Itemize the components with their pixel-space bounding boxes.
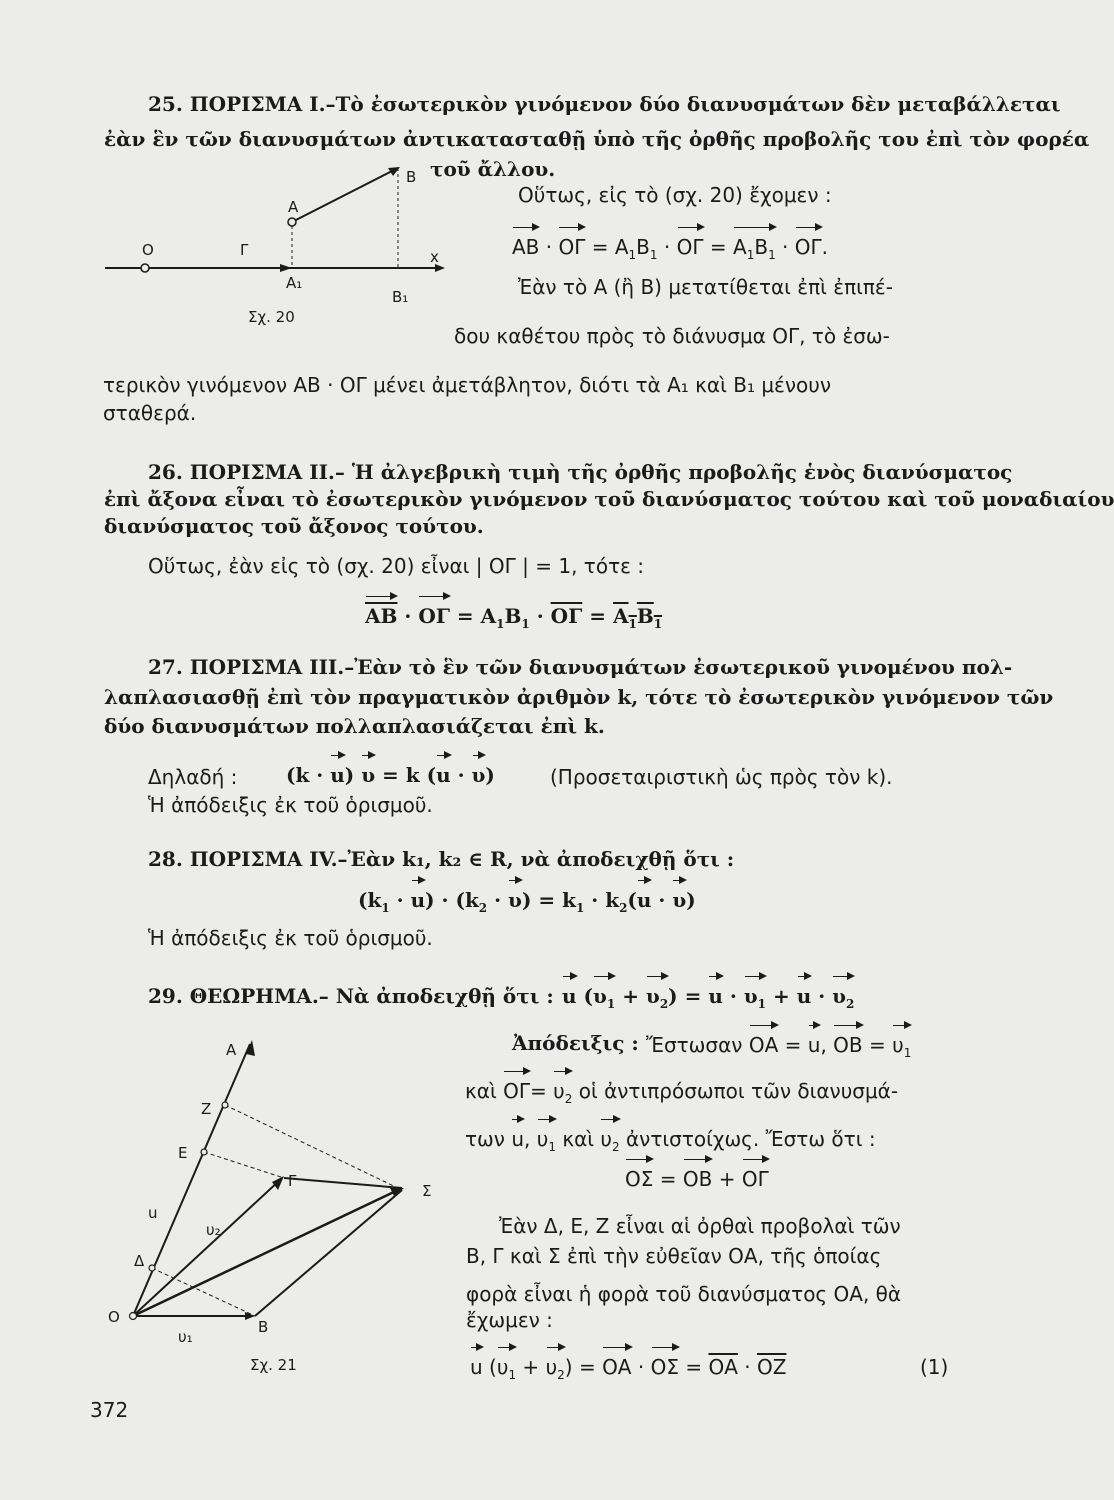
label-gamma: Γ <box>288 1172 297 1190</box>
label-e: E <box>178 1144 188 1162</box>
sec27-line3: δύο διανυσμάτων πολλαπλασιάζεται ἐπὶ k. <box>104 714 605 738</box>
projection-g <box>204 1152 284 1178</box>
label-gamma: Γ <box>240 241 249 259</box>
sec26-line4: Οὕτως, ἐὰν εἰς τὸ (σχ. 20) εἶναι | ΟΓ | = 1, τότε : <box>148 554 645 578</box>
sec25-text4: δου καθέτου πρὸς τὸ διάνυσμα ΟΓ, τὸ ἐσω- <box>454 324 890 348</box>
sec26-line2: ἐπὶ ἄξονα εἶναι τὸ ἐσωτερικὸν γινόμενον τοῦ διανύσματος τούτου καὶ τοῦ μοναδιαίου <box>104 487 1114 511</box>
label-z: Z <box>201 1100 212 1118</box>
sec29-p8: ἔχωμεν : <box>466 1308 553 1332</box>
sec29-p5: Ἐὰν Δ, Ε, Ζ εἶναι αἱ ὀρθαὶ προβολαὶ τῶν <box>499 1214 901 1238</box>
sec25-text6: σταθερά. <box>103 401 197 425</box>
label-u: u <box>148 1204 158 1222</box>
point-d <box>149 1265 155 1271</box>
vector-ab-line <box>292 168 398 222</box>
label-sigma: Σ <box>422 1182 432 1200</box>
vector-og-arrow <box>272 1176 284 1190</box>
page-number: 372 <box>90 1398 129 1422</box>
sec26-equation: $\overline{AB} \cdot O\Gamma = A_1B_1 \cdot \overline{O\Gamma} = A_1B_1$ <box>365 604 663 631</box>
sec29-p3b: καὶ <box>562 1127 595 1151</box>
caption-fig21: Σχ. 21 <box>250 1356 297 1374</box>
label-a: A <box>288 198 299 216</box>
sec25-line1: 25. ΠΟΡΙΣΜΑ Ι.–Τὸ ἐσωτερικὸν γινόμενον δύο διανυσμάτων δὲν μεταβάλλεται <box>148 92 1061 116</box>
label-b: B <box>406 168 417 186</box>
sec25-text1: Οὕτως, εἰς τὸ (σχ. 20) ἔχομεν : <box>518 183 832 207</box>
caption-fig20: Σχ. 20 <box>248 308 295 326</box>
label-u1: υ₁ <box>178 1328 193 1346</box>
point-a <box>288 218 296 226</box>
sec29-p1-text: Ἔστωσαν <box>646 1033 743 1057</box>
label-x: x <box>430 248 439 266</box>
vector-os-line <box>133 1190 398 1316</box>
label-u2: υ₂ <box>206 1221 221 1239</box>
segment-bs <box>255 1190 402 1316</box>
label-a1: A₁ <box>286 274 303 292</box>
sec29-eqnum: (1) <box>920 1355 949 1379</box>
sec27-proof: Ἡ ἀπόδειξις ἐκ τοῦ ὁρισμοῦ. <box>148 793 433 817</box>
sec27-dilady: Δηλαδή : <box>148 765 238 789</box>
sec29-p6: Β, Γ καὶ Σ ἐπὶ τὴν εὐθεῖαν ΟΑ, τῆς ὁποίας <box>466 1244 882 1268</box>
sec26-line3: διανύσματος τοῦ ἄξονος τούτου. <box>104 514 484 538</box>
label-b: B <box>258 1318 269 1336</box>
sec29-p4: ΟΣ = ΟΒ + ΟΓ <box>625 1167 769 1191</box>
sec29-proof-label: Ἀπόδειξις : <box>512 1031 639 1055</box>
sec29-equation-1: u $(\upsilon_1 + \upsilon_2) = OA \cdot O\Sigma = \overline{OA} \cdot \overline{OZ}$ <box>470 1354 786 1388</box>
projection-b <box>152 1268 255 1316</box>
label-o: O <box>142 241 154 259</box>
sec29-p3a: των <box>465 1127 505 1151</box>
sec29-p3: των u, $\upsilon_1$ καὶ $\upsilon_2$ ἀντιστοίχως. Ἔστω ὅτι : <box>465 1126 876 1160</box>
figure-21 <box>100 1030 460 1380</box>
sec29-p1: Ἔστωσαν ΟΑ = u, $OB = \upsilon_1$ <box>646 1032 911 1066</box>
sec26-line1: 26. ΠΟΡΙΣΜΑ ΙΙ.– Ἡ ἀλγεβρικὴ τιμὴ τῆς ὀρθῆς προβολῆς ἑνὸς διανύσματος <box>148 460 1013 484</box>
sec25-text5: τερικὸν γινόμενον ΑΒ · ΟΓ μένει ἀμετάβλητον, διότι τὰ Α₁ καὶ Β₁ μένουν <box>103 373 832 397</box>
sec29-p7: φορὰ εἶναι ἡ φορὰ τοῦ διανύσματος ΟΑ, θὰ <box>466 1282 902 1306</box>
sec29-p2b: οἱ ἀντιπρόσωποι τῶν διανυσμά- <box>578 1079 899 1103</box>
label-b1: B₁ <box>392 288 409 306</box>
sec25-line3: τοῦ ἄλλου. <box>430 157 556 181</box>
sec25-line2: ἐὰν ἓν τῶν διανυσμάτων ἀντικατασταθῇ ὑπὸ τῆς ὀρθῆς προβολῆς του ἐπὶ τὸν φορέα <box>104 127 1090 151</box>
sec28-equation: $(k_1 \cdot u) \cdot (k_2 \cdot \upsilon) = k_1 \cdot k_2(u \cdot \upsilon)$ <box>358 888 696 915</box>
sec29-p2a: καὶ <box>465 1079 497 1103</box>
point-z <box>222 1102 228 1108</box>
projection-s <box>225 1105 402 1190</box>
sec29-line1: 29. ΘΕΩΡΗΜΑ.– Νὰ ἀποδειχθῇ ὅτι : <box>148 984 554 1008</box>
label-delta: Δ <box>134 1252 145 1270</box>
sec27-prop: (Προσεταιριστικὴ ὡς πρὸς τὸν k). <box>550 765 893 789</box>
sec25-equation: AB · $O\Gamma = A_1B_1 \cdot O\Gamma = A_1B_1 \cdot O\Gamma$. <box>512 234 828 268</box>
point-o <box>141 264 149 272</box>
sec29-p2: καὶ $O\Gamma= \upsilon_2$ οἱ ἀντιπρόσωποι τῶν διανυσμά- <box>465 1078 898 1112</box>
vector-oa-line <box>133 1044 250 1316</box>
vector-og-line <box>133 1180 280 1316</box>
sec27-equation: (k · u) υ = k (u · υ) <box>286 763 495 787</box>
sec25-text3: Ἐὰν τὸ Α (ἢ Β) μετατίθεται ἐπὶ ἐπιπέ- <box>518 275 893 299</box>
sec27-line2: λαπλασιασθῇ ἐπὶ τὸν πραγματικὸν ἀριθμὸν k, τότε τὸ ἐσωτερικὸν γινόμενον τῶν <box>104 685 1054 709</box>
sec28-line1: 28. ΠΟΡΙΣΜΑ ΙV.–Ἐὰν k₁, k₂ ∈ R, νὰ ἀποδειχθῇ ὅτι : <box>148 847 735 871</box>
vector-og-arrow <box>280 264 292 272</box>
label-a: A <box>226 1041 237 1059</box>
sec29-p3c: ἀντιστοίχως. Ἔστω ὅτι : <box>626 1127 876 1151</box>
segment-gs <box>284 1178 402 1188</box>
point-o <box>130 1313 137 1320</box>
figure-20 <box>100 160 460 330</box>
label-o: O <box>108 1308 120 1326</box>
point-e <box>201 1149 207 1155</box>
sec29-equation: u $(\upsilon_1 + \upsilon_2) = u \cdot \upsilon_1 + u \cdot \upsilon_2$ <box>562 983 854 1017</box>
sec28-proof: Ἡ ἀπόδειξις ἐκ τοῦ ὁρισμοῦ. <box>148 926 433 950</box>
sec27-line1: 27. ΠΟΡΙΣΜΑ ΙΙΙ.–Ἐὰν τὸ ἓν τῶν διανυσμάτων ἐσωτερικοῦ γινομένου πολ- <box>148 655 1013 679</box>
